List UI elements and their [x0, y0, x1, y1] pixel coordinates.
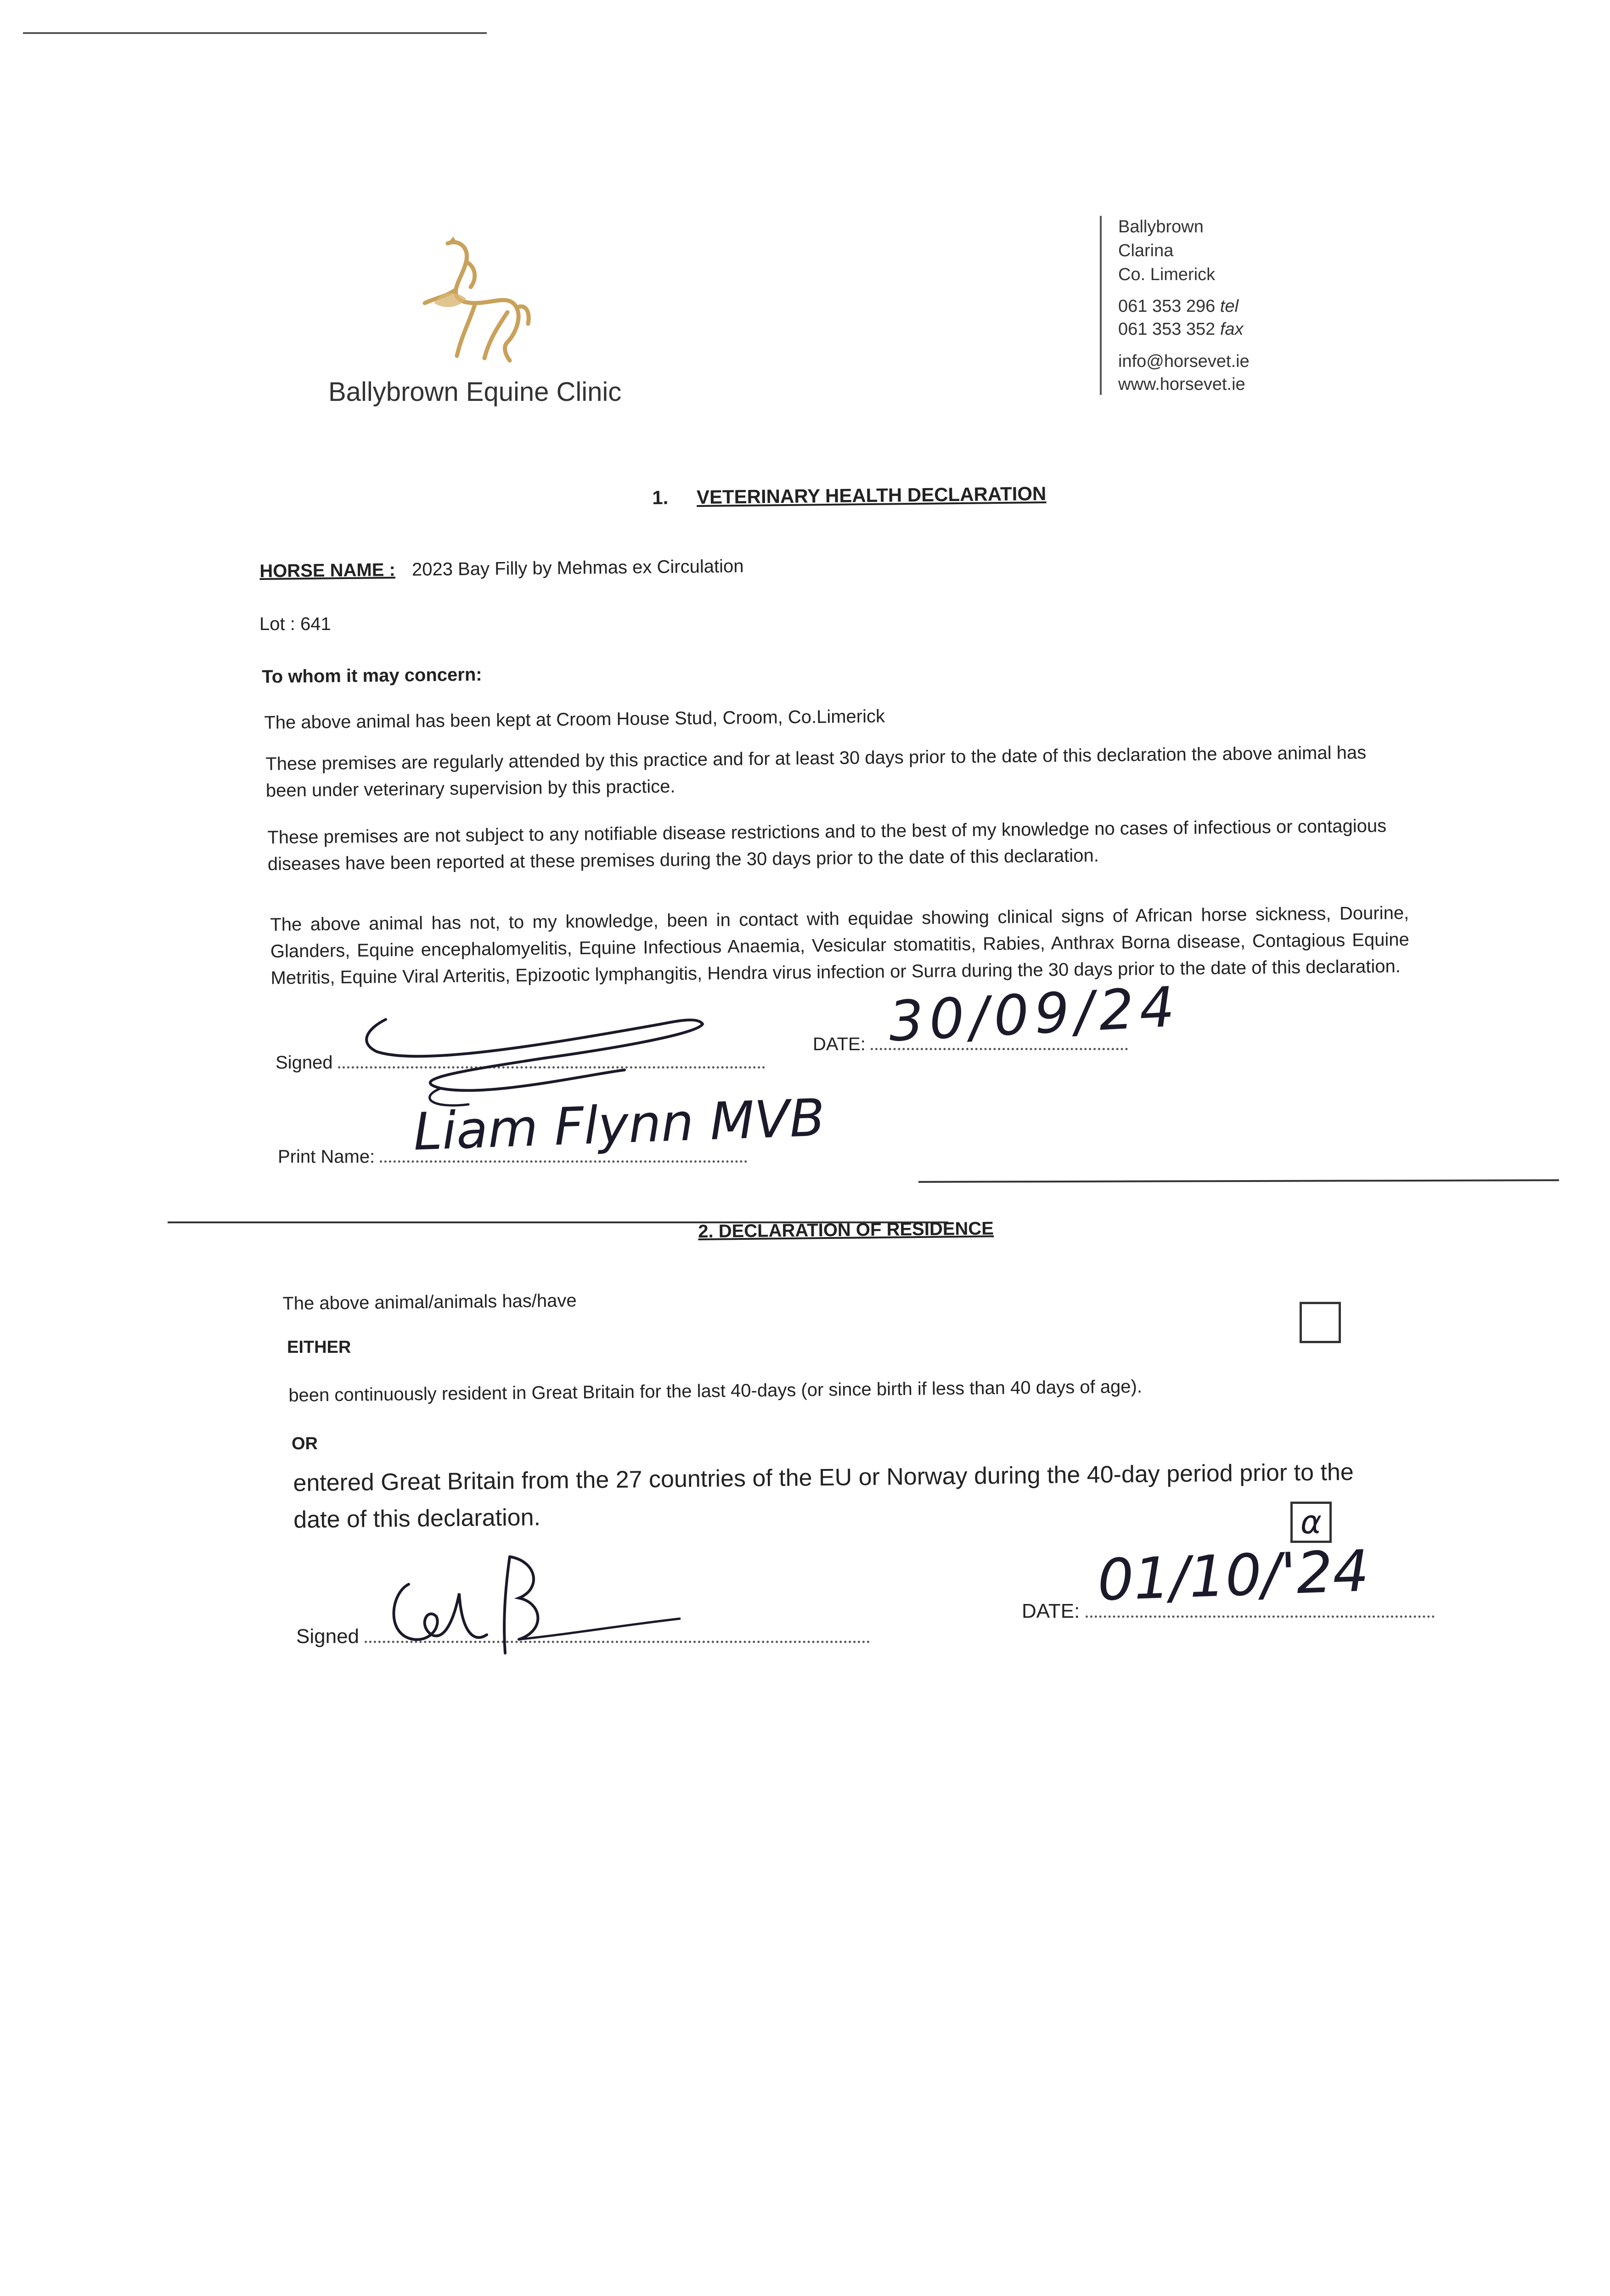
- option2-text: entered Great Britain from the 27 countries of the EU or Norway during the 40-day period prior to the date of this declaration.: [293, 1458, 1354, 1533]
- email-link[interactable]: info@horsevet.ie: [1118, 352, 1250, 371]
- print-name-value: Liam Flynn MVB: [412, 1088, 826, 1162]
- address-divider: [1100, 216, 1102, 395]
- date-label-1: DATE:: [813, 1034, 866, 1054]
- date-line-2: [1086, 1615, 1435, 1618]
- fax: [1118, 321, 1244, 338]
- horse-name-row: [259, 553, 744, 585]
- telephone-suffix: tel: [1220, 297, 1239, 316]
- paragraph-diseases: The above animal has not, to my knowledge, been in contact with equidae showing clinical signs of African horse sickness, Dourine, Glanders, Equine encephalomyelitis, Equine Infectious Anaemia, Vesicular stomatitis, Rabies, Anthrax Borna disease, Contagious Equine Metritis, Equine Viral Arteritis, Epizootic lymphangitis, Hendra virus infection or Surra during the 30 days prior to the date of this declaration.: [270, 903, 1410, 988]
- salutation: To whom it may concern:: [262, 664, 482, 687]
- telephone: [1118, 298, 1238, 315]
- section1-heading: [652, 483, 1047, 509]
- signed-label-2: Signed: [296, 1625, 360, 1648]
- date-value-1: 30/09/24: [887, 975, 1182, 1054]
- paragraph-supervision: These premises are regularly attended by this practice and for at least 30 days prior to the date of this declaration the above animal has been under veterinary supervision by this practice.: [265, 742, 1367, 801]
- section2-title: 2. DECLARATION OF RESIDENCE: [698, 1218, 994, 1242]
- horse-name-label: HORSE NAME :: [259, 559, 396, 581]
- separator-right: [918, 1179, 1559, 1183]
- either-label: EITHER: [287, 1338, 351, 1357]
- website-link[interactable]: www.horsevet.ie: [1118, 375, 1245, 394]
- top-rule: [23, 32, 487, 34]
- option2-checkbox[interactable]: [1290, 1502, 1332, 1543]
- kept-at-text: The above animal has been kept at Croom House Stud, Croom, Co.Limerick: [264, 706, 885, 733]
- lot-number: Lot : 641: [259, 614, 331, 634]
- paragraph-restrictions: These premises are not subject to any notifiable disease restrictions and to the best of my knowledge no cases of infectious or contagious diseases have been reported at these premises during the 30 days prior to the date of this declaration.: [267, 816, 1387, 874]
- address-line-1: Ballybrown: [1118, 217, 1204, 236]
- date-label-2: DATE:: [1022, 1600, 1080, 1622]
- section2-heading: [698, 1218, 994, 1242]
- option2-check-mark: α: [1300, 1503, 1322, 1541]
- or-label: OR: [292, 1434, 318, 1453]
- signed-label-1: Signed: [276, 1052, 333, 1073]
- horse-name-value: 2023 Bay Filly by Mehmas ex Circulation: [411, 556, 744, 580]
- signature-2: [381, 1548, 712, 1658]
- option1-checkbox[interactable]: [1300, 1302, 1341, 1343]
- section1-title: VETERINARY HEALTH DECLARATION: [696, 483, 1047, 508]
- print-name-label: Print Name:: [278, 1147, 375, 1167]
- clinic-name: Ballybrown Equine Clinic: [328, 377, 622, 407]
- option1-text: been continuously resident in Great Britain for the last 40-days (or since birth if less than 40 days of age).: [288, 1376, 1143, 1406]
- fax-number: 061 353 352: [1118, 320, 1216, 339]
- date-value-2: 01/10/'24: [1096, 1538, 1370, 1614]
- section1-number: 1.: [652, 486, 669, 508]
- address-line-3: Co. Limerick: [1118, 265, 1216, 284]
- address-line-2: Clarina: [1118, 241, 1174, 260]
- telephone-number: 061 353 296: [1118, 297, 1216, 316]
- horse-logo-icon: [416, 234, 535, 372]
- section2-intro: The above animal/animals has/have: [282, 1290, 577, 1314]
- fax-suffix: fax: [1220, 320, 1244, 339]
